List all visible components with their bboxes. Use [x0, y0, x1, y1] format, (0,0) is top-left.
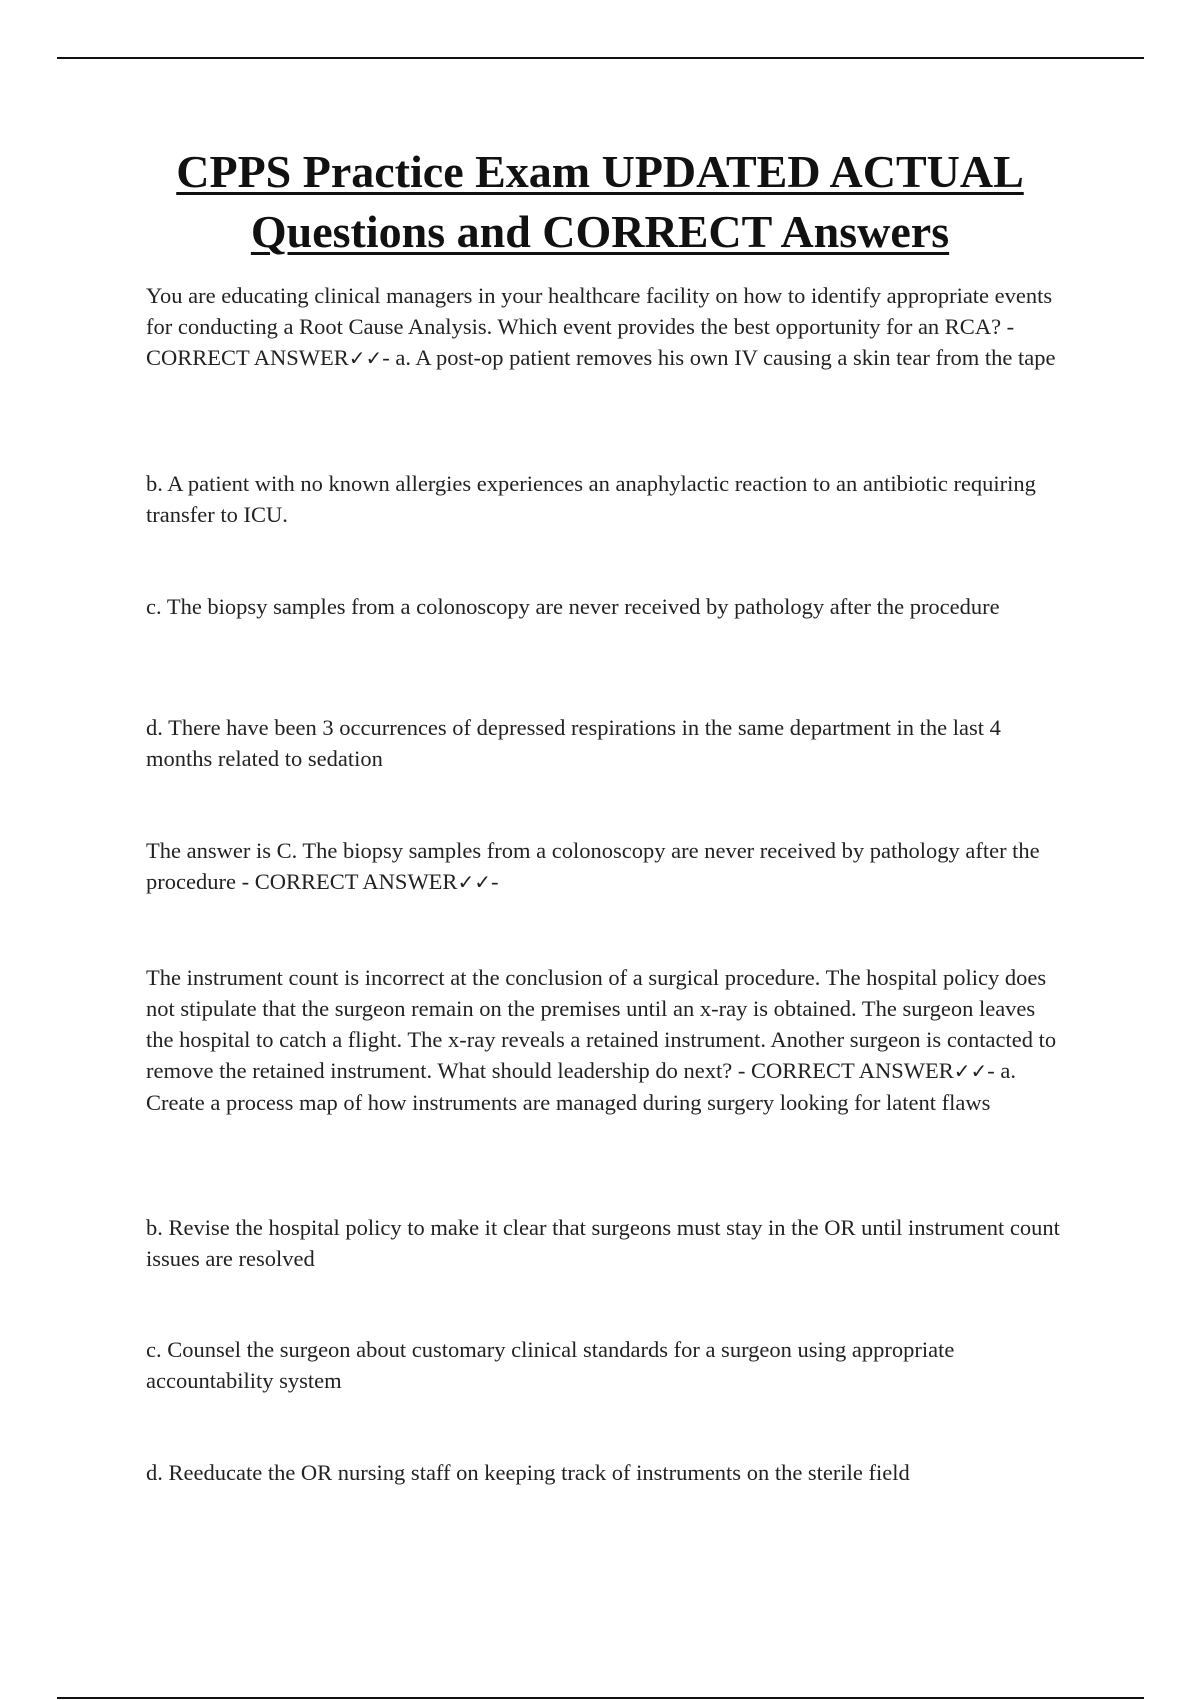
document-title [100, 142, 1100, 262]
title-line-2: Questions and CORRECT Answers [250, 206, 950, 257]
question-1-option-d: d. There have been 3 occurrences of depressed respirations in the same department in the last 4 months related to sedation [146, 715, 1001, 771]
question-1-tail: - a. A post-op patient removes his own IV causing a skin tear from the tape [382, 345, 1056, 370]
top-rule [57, 57, 1144, 59]
question-2-option-d: d. Reeducate the OR nursing staff on keeping track of instruments on the sterile field [146, 1460, 910, 1485]
check-icon: ✓✓ [348, 346, 383, 370]
answer-1-tail: - [490, 869, 499, 894]
answer-1-lead: The answer is C. The biopsy samples from a colonoscopy are never received by pathology after the procedure - CORRECT ANSWER [146, 838, 1040, 894]
question-2 [146, 962, 1066, 1118]
check-icon: ✓✓ [953, 1059, 988, 1083]
check-icon: ✓✓ [457, 870, 491, 894]
question-2-option-c: c. Counsel the surgeon about customary clinical standards for a surgeon using appropriate accountability system [146, 1337, 955, 1393]
answer-1 [146, 835, 1066, 898]
question-1-option-b: b. A patient with no known allergies experiences an anaphylactic reaction to an antibiotic requiring transfer to ICU. [146, 471, 1036, 527]
question-2-option-b: b. Revise the hospital policy to make it clear that surgeons must stay in the OR until instrument count issues are resolved [146, 1215, 1060, 1271]
question-1-lead: You are educating clinical managers in your healthcare facility on how to identify appropriate events for conducting a Root Cause Analysis. Which event provides the best opportunity for an RCA? - CORRECT ANSWER [146, 283, 1053, 370]
question-1-option-c: c. The biopsy samples from a colonoscopy are never received by pathology after the procedure [146, 594, 1000, 619]
bottom-rule [57, 1697, 1144, 1699]
question-2-lead: The instrument count is incorrect at the conclusion of a surgical procedure. The hospital policy does not stipulate that the surgeon remain on the premises until an x-ray is obtained. The surgeon leaves the hospital to catch a flight. The x-ray reveals a retained instrument. Another surgeon is contacted to remove the retained instrument. What should leadership do next? - CORRECT ANSWER [146, 965, 1057, 1083]
title-line-1: CPPS Practice Exam UPDATED ACTUAL [176, 146, 1024, 197]
question-2-tail: - a. Create a process map of how instruments are managed during surgery looking for latent flaws [146, 1058, 1017, 1115]
question-1 [146, 280, 1066, 374]
